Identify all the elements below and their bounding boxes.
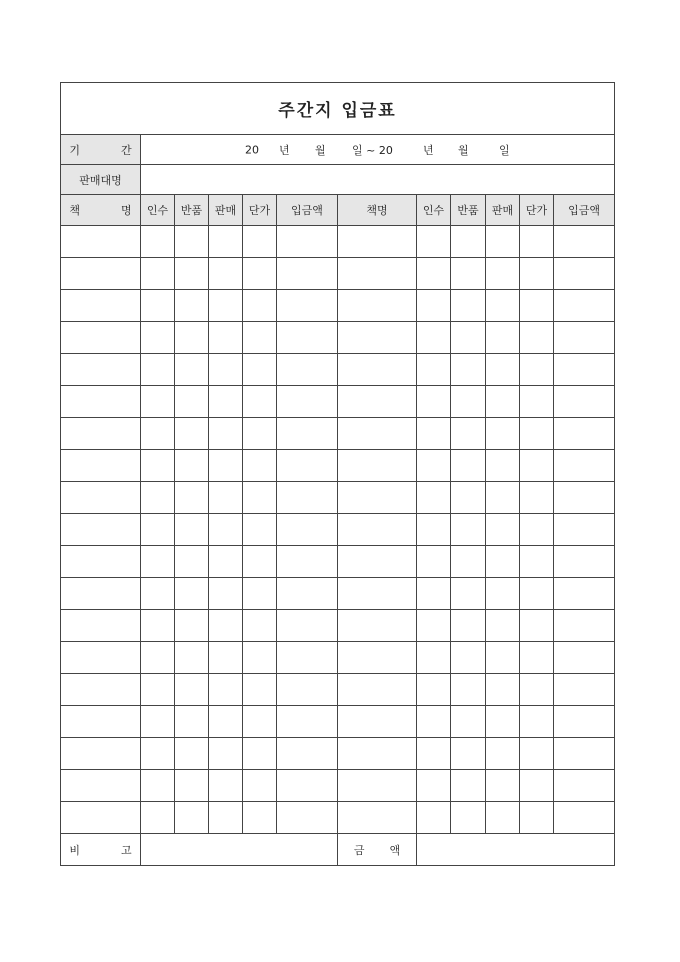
cell[interactable] xyxy=(61,258,141,290)
cell[interactable] xyxy=(141,322,175,354)
cell[interactable] xyxy=(175,674,209,706)
cell[interactable] xyxy=(417,386,451,418)
cell[interactable] xyxy=(243,322,277,354)
header-deposit-right: 입금액 xyxy=(554,195,615,226)
cell[interactable] xyxy=(520,770,554,802)
cell[interactable] xyxy=(141,226,175,258)
cell[interactable] xyxy=(554,802,615,834)
period-wol1: 월 xyxy=(315,143,326,157)
cell[interactable] xyxy=(277,706,338,738)
cell[interactable] xyxy=(277,610,338,642)
cell[interactable] xyxy=(338,642,417,674)
cell[interactable] xyxy=(141,418,175,450)
table-row xyxy=(61,322,615,354)
cell[interactable] xyxy=(175,802,209,834)
cell[interactable] xyxy=(486,386,520,418)
cell[interactable] xyxy=(520,450,554,482)
cell[interactable] xyxy=(175,450,209,482)
period-label-part1: 기 xyxy=(69,143,80,157)
cell[interactable] xyxy=(486,354,520,386)
table-row xyxy=(61,546,615,578)
header-returns-left: 반품 xyxy=(175,195,209,226)
cell[interactable] xyxy=(277,322,338,354)
cell[interactable] xyxy=(338,546,417,578)
cell[interactable] xyxy=(554,258,615,290)
cell[interactable] xyxy=(520,802,554,834)
cell[interactable] xyxy=(209,802,243,834)
table-row xyxy=(61,802,615,834)
cell[interactable] xyxy=(417,642,451,674)
cell[interactable] xyxy=(554,514,615,546)
amount-field[interactable] xyxy=(417,834,615,866)
header-returns-right: 반품 xyxy=(451,195,486,226)
cell[interactable] xyxy=(486,514,520,546)
cell[interactable] xyxy=(520,226,554,258)
period-field[interactable] xyxy=(141,135,615,165)
cell[interactable] xyxy=(175,514,209,546)
cell[interactable] xyxy=(243,706,277,738)
cell[interactable] xyxy=(141,802,175,834)
cell[interactable] xyxy=(277,450,338,482)
cell[interactable] xyxy=(277,738,338,770)
cell[interactable] xyxy=(61,386,141,418)
cell[interactable] xyxy=(554,738,615,770)
cell[interactable] xyxy=(209,770,243,802)
table-row xyxy=(61,738,615,770)
cell[interactable] xyxy=(175,258,209,290)
cell[interactable] xyxy=(451,258,486,290)
cell[interactable] xyxy=(61,226,141,258)
cell[interactable] xyxy=(486,546,520,578)
table-row xyxy=(61,450,615,482)
cell[interactable] xyxy=(520,610,554,642)
cell[interactable] xyxy=(554,770,615,802)
cell[interactable] xyxy=(554,706,615,738)
cell[interactable] xyxy=(209,418,243,450)
cell[interactable] xyxy=(520,642,554,674)
cell[interactable] xyxy=(417,354,451,386)
cell[interactable] xyxy=(520,418,554,450)
cell[interactable] xyxy=(175,770,209,802)
period-wol2: 월 xyxy=(458,143,469,157)
cell[interactable] xyxy=(277,642,338,674)
table-row xyxy=(61,354,615,386)
cell[interactable] xyxy=(61,610,141,642)
form-title: 주간지 입금표 xyxy=(61,83,615,135)
cell[interactable] xyxy=(141,258,175,290)
cell[interactable] xyxy=(451,450,486,482)
cell[interactable] xyxy=(451,322,486,354)
cell[interactable] xyxy=(520,738,554,770)
cell[interactable] xyxy=(486,706,520,738)
cell[interactable] xyxy=(486,578,520,610)
cell[interactable] xyxy=(451,514,486,546)
cell[interactable] xyxy=(417,802,451,834)
cell[interactable] xyxy=(243,674,277,706)
remarks-label-part2: 고 xyxy=(121,843,132,857)
cell[interactable] xyxy=(175,226,209,258)
cell[interactable] xyxy=(175,290,209,322)
cell[interactable] xyxy=(277,578,338,610)
cell[interactable] xyxy=(520,706,554,738)
cell[interactable] xyxy=(141,738,175,770)
cell[interactable] xyxy=(486,450,520,482)
cell[interactable] xyxy=(141,450,175,482)
cell[interactable] xyxy=(175,418,209,450)
cell[interactable] xyxy=(417,610,451,642)
cell[interactable] xyxy=(451,706,486,738)
cell[interactable] xyxy=(417,322,451,354)
cell[interactable] xyxy=(61,578,141,610)
cell[interactable] xyxy=(209,706,243,738)
period-il2: 일 xyxy=(499,143,510,157)
table-row xyxy=(61,386,615,418)
cell[interactable] xyxy=(243,290,277,322)
remarks-label-part1: 비 xyxy=(69,843,80,857)
header-unit-price-left: 단가 xyxy=(243,195,277,226)
cell[interactable] xyxy=(554,578,615,610)
cell[interactable] xyxy=(554,546,615,578)
cell[interactable] xyxy=(277,482,338,514)
cell[interactable] xyxy=(486,482,520,514)
cell[interactable] xyxy=(141,354,175,386)
cell[interactable] xyxy=(277,386,338,418)
cell[interactable] xyxy=(417,706,451,738)
cell[interactable] xyxy=(520,258,554,290)
header-title-right: 책명 xyxy=(338,195,417,226)
cell[interactable] xyxy=(61,514,141,546)
cell[interactable] xyxy=(338,674,417,706)
cell[interactable] xyxy=(486,322,520,354)
cell[interactable] xyxy=(61,706,141,738)
cell[interactable] xyxy=(209,354,243,386)
cell[interactable] xyxy=(451,482,486,514)
cell[interactable] xyxy=(451,354,486,386)
table-row xyxy=(61,642,615,674)
cell[interactable] xyxy=(417,418,451,450)
cell[interactable] xyxy=(243,738,277,770)
cell[interactable] xyxy=(209,514,243,546)
cell[interactable] xyxy=(417,290,451,322)
header-count-right: 인수 xyxy=(417,195,451,226)
cell[interactable] xyxy=(338,322,417,354)
cell[interactable] xyxy=(277,258,338,290)
cell[interactable] xyxy=(338,226,417,258)
seller-field[interactable] xyxy=(141,165,615,195)
cell[interactable] xyxy=(486,418,520,450)
cell[interactable] xyxy=(486,290,520,322)
table-row xyxy=(61,258,615,290)
cell[interactable] xyxy=(338,802,417,834)
cell[interactable] xyxy=(277,546,338,578)
cell[interactable] xyxy=(277,418,338,450)
cell[interactable] xyxy=(141,674,175,706)
cell[interactable] xyxy=(520,354,554,386)
cell[interactable] xyxy=(175,738,209,770)
cell[interactable] xyxy=(486,258,520,290)
cell[interactable] xyxy=(520,386,554,418)
cell[interactable] xyxy=(554,418,615,450)
period-label xyxy=(61,135,141,165)
cell[interactable] xyxy=(141,578,175,610)
cell[interactable] xyxy=(175,546,209,578)
cell[interactable] xyxy=(417,258,451,290)
cell[interactable] xyxy=(61,674,141,706)
amount-label xyxy=(338,834,417,866)
cell[interactable] xyxy=(61,482,141,514)
cell[interactable] xyxy=(209,258,243,290)
cell[interactable] xyxy=(61,802,141,834)
cell[interactable] xyxy=(141,482,175,514)
cell[interactable] xyxy=(417,578,451,610)
cell[interactable] xyxy=(243,354,277,386)
cell[interactable] xyxy=(277,226,338,258)
cell[interactable] xyxy=(520,482,554,514)
cell[interactable] xyxy=(554,290,615,322)
cell[interactable] xyxy=(554,674,615,706)
cell[interactable] xyxy=(141,290,175,322)
table-row xyxy=(61,706,615,738)
cell[interactable] xyxy=(61,354,141,386)
cell[interactable] xyxy=(338,706,417,738)
cell[interactable] xyxy=(417,482,451,514)
cell[interactable] xyxy=(520,578,554,610)
cell[interactable] xyxy=(209,610,243,642)
cell[interactable] xyxy=(175,578,209,610)
cell[interactable] xyxy=(61,546,141,578)
cell[interactable] xyxy=(141,514,175,546)
cell[interactable] xyxy=(61,450,141,482)
cell[interactable] xyxy=(243,418,277,450)
cell[interactable] xyxy=(451,226,486,258)
deposit-form xyxy=(60,82,614,866)
period-nyeon1: 년 xyxy=(279,143,290,157)
cell[interactable] xyxy=(209,546,243,578)
cell[interactable] xyxy=(175,386,209,418)
cell[interactable] xyxy=(175,706,209,738)
header-unit-price-right: 단가 xyxy=(520,195,554,226)
cell[interactable] xyxy=(486,226,520,258)
cell[interactable] xyxy=(554,642,615,674)
cell[interactable] xyxy=(209,738,243,770)
cell[interactable] xyxy=(209,578,243,610)
period-il1-tilde-year2: 일 ~ 20 xyxy=(352,143,393,157)
cell[interactable] xyxy=(554,322,615,354)
cell[interactable] xyxy=(141,706,175,738)
cell[interactable] xyxy=(451,642,486,674)
cell[interactable] xyxy=(61,290,141,322)
cell[interactable] xyxy=(243,642,277,674)
cell[interactable] xyxy=(175,610,209,642)
cell[interactable] xyxy=(338,482,417,514)
cell[interactable] xyxy=(243,258,277,290)
cell[interactable] xyxy=(338,738,417,770)
cell[interactable] xyxy=(520,546,554,578)
cell[interactable] xyxy=(243,610,277,642)
header-count-left: 인수 xyxy=(141,195,175,226)
cell[interactable] xyxy=(243,546,277,578)
table-row xyxy=(61,610,615,642)
cell[interactable] xyxy=(209,386,243,418)
header-title-part2: 명 xyxy=(121,204,132,217)
cell[interactable] xyxy=(338,258,417,290)
cell[interactable] xyxy=(243,386,277,418)
cell[interactable] xyxy=(61,738,141,770)
table-row xyxy=(61,674,615,706)
cell[interactable] xyxy=(417,546,451,578)
cell[interactable] xyxy=(486,770,520,802)
cell[interactable] xyxy=(451,418,486,450)
period-nyeon2: 년 xyxy=(423,143,434,157)
cell[interactable] xyxy=(243,226,277,258)
cell[interactable] xyxy=(209,642,243,674)
cell[interactable] xyxy=(417,514,451,546)
cell[interactable] xyxy=(277,674,338,706)
header-sales-right: 판매 xyxy=(486,195,520,226)
cell[interactable] xyxy=(277,802,338,834)
cell[interactable] xyxy=(451,802,486,834)
cell[interactable] xyxy=(451,578,486,610)
cell[interactable] xyxy=(451,546,486,578)
cell[interactable] xyxy=(175,322,209,354)
cell[interactable] xyxy=(175,642,209,674)
cell[interactable] xyxy=(141,770,175,802)
header-sales-left: 판매 xyxy=(209,195,243,226)
cell[interactable] xyxy=(338,770,417,802)
header-title-part1: 책 xyxy=(69,204,80,217)
cell[interactable] xyxy=(61,418,141,450)
remarks-field[interactable] xyxy=(141,834,338,866)
cell[interactable] xyxy=(554,482,615,514)
cell[interactable] xyxy=(417,450,451,482)
cell[interactable] xyxy=(277,770,338,802)
header-title-left xyxy=(61,195,141,226)
table-row xyxy=(61,418,615,450)
cell[interactable] xyxy=(520,322,554,354)
cell[interactable] xyxy=(520,514,554,546)
cell[interactable] xyxy=(417,674,451,706)
cell[interactable] xyxy=(209,674,243,706)
cell[interactable] xyxy=(451,290,486,322)
cell[interactable] xyxy=(61,642,141,674)
cell[interactable] xyxy=(338,610,417,642)
cell[interactable] xyxy=(554,226,615,258)
cell[interactable] xyxy=(451,674,486,706)
cell[interactable] xyxy=(209,290,243,322)
cell[interactable] xyxy=(451,738,486,770)
cell[interactable] xyxy=(451,610,486,642)
cell[interactable] xyxy=(141,642,175,674)
table-row xyxy=(61,770,615,802)
table-row xyxy=(61,226,615,258)
cell[interactable] xyxy=(243,482,277,514)
table-row xyxy=(61,290,615,322)
cell[interactable] xyxy=(338,386,417,418)
cell[interactable] xyxy=(417,770,451,802)
table-row xyxy=(61,578,615,610)
cell[interactable] xyxy=(141,610,175,642)
header-deposit-left: 입금액 xyxy=(277,195,338,226)
cell[interactable] xyxy=(209,322,243,354)
cell[interactable] xyxy=(554,450,615,482)
cell[interactable] xyxy=(277,514,338,546)
cell[interactable] xyxy=(175,354,209,386)
cell[interactable] xyxy=(338,354,417,386)
cell[interactable] xyxy=(338,290,417,322)
cell[interactable] xyxy=(520,674,554,706)
cell[interactable] xyxy=(451,770,486,802)
table-row xyxy=(61,514,615,546)
period-year1: 20 xyxy=(245,143,259,156)
table-row xyxy=(61,482,615,514)
cell[interactable] xyxy=(554,354,615,386)
cell[interactable] xyxy=(486,642,520,674)
cell[interactable] xyxy=(243,770,277,802)
cell[interactable] xyxy=(554,386,615,418)
period-label-part2: 간 xyxy=(121,143,132,157)
cell[interactable] xyxy=(243,578,277,610)
cell[interactable] xyxy=(417,226,451,258)
cell[interactable] xyxy=(338,418,417,450)
cell[interactable] xyxy=(554,610,615,642)
cell[interactable] xyxy=(338,450,417,482)
cell[interactable] xyxy=(141,386,175,418)
cell[interactable] xyxy=(486,610,520,642)
amount-label-part1: 금 xyxy=(353,843,365,857)
cell[interactable] xyxy=(209,450,243,482)
cell[interactable] xyxy=(338,514,417,546)
cell[interactable] xyxy=(417,738,451,770)
cell[interactable] xyxy=(243,514,277,546)
cell[interactable] xyxy=(209,226,243,258)
cell[interactable] xyxy=(175,482,209,514)
cell[interactable] xyxy=(141,546,175,578)
cell[interactable] xyxy=(486,802,520,834)
cell[interactable] xyxy=(243,802,277,834)
cell[interactable] xyxy=(209,482,243,514)
cell[interactable] xyxy=(486,738,520,770)
cell[interactable] xyxy=(277,290,338,322)
cell[interactable] xyxy=(277,354,338,386)
cell[interactable] xyxy=(61,770,141,802)
cell[interactable] xyxy=(520,290,554,322)
cell[interactable] xyxy=(338,578,417,610)
amount-label-part2: 액 xyxy=(389,843,401,857)
seller-label: 판매대명 xyxy=(61,165,141,195)
deposit-table xyxy=(60,82,615,866)
cell[interactable] xyxy=(61,322,141,354)
cell[interactable] xyxy=(243,450,277,482)
cell[interactable] xyxy=(486,674,520,706)
remarks-label xyxy=(61,834,141,866)
cell[interactable] xyxy=(451,386,486,418)
